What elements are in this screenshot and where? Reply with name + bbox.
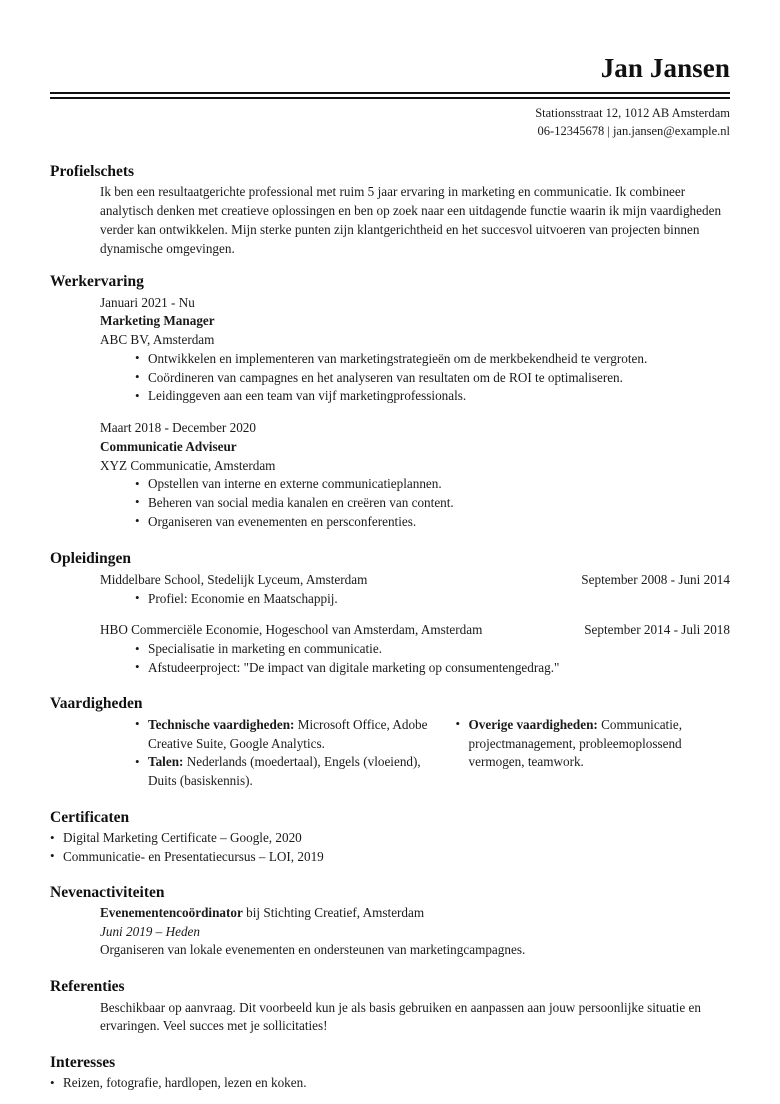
extracurricular-period: Juni 2019 – Heden bbox=[100, 923, 200, 939]
section-certificates bbox=[50, 808, 730, 867]
skills-column-left bbox=[135, 716, 433, 791]
education-period: September 2014 - Juli 2018 bbox=[584, 622, 730, 638]
section-profile bbox=[50, 162, 730, 258]
skill-value: Microsoft Office, Adobe Creative Suite, Google Analytics. bbox=[148, 716, 428, 751]
skill-value: Nederlands (moedertaal), Engels (vloeiend), Duits (basiskennis). bbox=[148, 754, 421, 789]
section-title-experience: Werkervaring bbox=[50, 273, 144, 291]
education-period: September 2008 - Juni 2014 bbox=[581, 571, 730, 587]
candidate-name: Jan Jansen bbox=[600, 53, 730, 83]
experience-entry bbox=[100, 419, 730, 531]
contact-block bbox=[50, 104, 730, 140]
section-interests bbox=[50, 1053, 730, 1093]
skill-value: Communicatie, projectmanagement, probleemoplossend vermogen, teamwork. bbox=[468, 716, 683, 770]
list-item: • Profiel: Economie en Maatschappij. bbox=[135, 590, 730, 609]
section-title-references: Referenties bbox=[50, 978, 125, 996]
contact-address: Stationsstraat 12, 1012 AB Amsterdam bbox=[535, 105, 730, 120]
extracurricular-description: Organiseren van lokale evenementen en ondersteunen van marketingcampagnes. bbox=[100, 942, 526, 958]
experience-role: Marketing Manager bbox=[100, 313, 215, 329]
interests-bullet-list bbox=[50, 1074, 730, 1093]
section-title-certificates: Certificaten bbox=[50, 808, 130, 826]
profile-text: Ik ben een resultaatgerichte professional met ruim 5 jaar ervaring in marketing en communicatie. Ik combineer analytisch denken met creatieve oplossingen en ben op zoek naar een uitdagende functie waarin ik mijn vaardigheden verder kan ontwikkelen. Mijn sterke punten zijn klantgerichtheid en het succesvol uitvoeren van projecten binnen dynamische omgevingen. bbox=[100, 184, 722, 256]
skill-label: Overige vaardigheden: bbox=[468, 716, 598, 732]
section-title-profile: Profielschets bbox=[50, 162, 135, 180]
section-education bbox=[50, 549, 730, 677]
experience-entry bbox=[100, 294, 730, 406]
skills-column-right bbox=[433, 716, 731, 791]
certificates-bullet-list bbox=[50, 829, 730, 866]
experience-role: Communicatie Adviseur bbox=[100, 438, 237, 454]
list-item: • Afstudeerproject: "De impact van digitale marketing op consumentengedrag." bbox=[135, 659, 730, 678]
list-item bbox=[135, 716, 433, 753]
skills-bullet-list bbox=[135, 716, 433, 791]
list-item: • Coördineren van campagnes en het analyseren van resultaten om de ROI te optimaliseren. bbox=[135, 369, 730, 388]
skill-label: Talen: bbox=[148, 754, 184, 770]
education-bullet-list bbox=[135, 640, 730, 677]
section-extracurricular bbox=[50, 883, 730, 961]
list-item: • Organiseren van evenementen en persconferenties. bbox=[135, 513, 730, 532]
section-title-extracurricular: Nevenactiviteiten bbox=[50, 883, 165, 901]
education-entry bbox=[100, 571, 730, 608]
contact-phone-email: 06-12345678 | jan.jansen@example.nl bbox=[537, 123, 730, 138]
experience-bullet-list bbox=[135, 475, 730, 531]
section-title-education: Opleidingen bbox=[50, 550, 131, 568]
section-experience bbox=[50, 272, 730, 531]
list-item: • Ontwikkelen en implementeren van marketingstrategieën om de merkbekendheid te vergroten. bbox=[135, 350, 730, 369]
education-entry bbox=[100, 621, 730, 677]
experience-period: Januari 2021 - Nu bbox=[100, 294, 195, 310]
experience-organisation: ABC BV, Amsterdam bbox=[100, 332, 215, 348]
section-references bbox=[50, 977, 730, 1036]
list-item: • Leidinggeven aan een team van vijf marketingprofessionals. bbox=[135, 387, 730, 406]
skills-bullet-list bbox=[456, 716, 731, 772]
list-item: • Reizen, fotografie, hardlopen, lezen en koken. bbox=[50, 1074, 730, 1093]
experience-period: Maart 2018 - December 2020 bbox=[100, 420, 256, 436]
references-text: Beschikbaar op aanvraag. Dit voorbeeld kun je als basis gebruiken en aanpassen aan jouw persoonlijke situatie en ervaringen. Veel succes met je sollicitaties! bbox=[100, 999, 701, 1034]
document-header bbox=[50, 0, 730, 140]
extracurricular-role: Evenementencoördinator bbox=[100, 905, 243, 921]
education-bullet-list bbox=[135, 590, 730, 609]
list-item bbox=[135, 753, 433, 790]
extracurricular-organisation: bij Stichting Creatief, Amsterdam bbox=[242, 905, 425, 921]
list-item: • Opstellen van interne en externe communicatieplannen. bbox=[135, 475, 730, 494]
list-item: • Specialisatie in marketing en communicatie. bbox=[135, 640, 730, 659]
list-item bbox=[456, 716, 731, 772]
list-item: • Communicatie- en Presentatiecursus – LOI, 2019 bbox=[50, 848, 730, 867]
skill-label: Technische vaardigheden: bbox=[148, 716, 295, 732]
header-double-rule bbox=[50, 92, 730, 99]
education-school: HBO Commerciële Economie, Hogeschool van Amsterdam, Amsterdam bbox=[100, 622, 483, 638]
extracurricular-role-line bbox=[100, 904, 730, 923]
experience-organisation: XYZ Communicatie, Amsterdam bbox=[100, 457, 276, 473]
education-school: Middelbare School, Stedelijk Lyceum, Amsterdam bbox=[100, 571, 368, 587]
list-item: • Digital Marketing Certificate – Google, 2020 bbox=[50, 829, 730, 848]
experience-bullet-list bbox=[135, 350, 730, 406]
section-skills bbox=[50, 694, 730, 790]
section-title-skills: Vaardigheden bbox=[50, 695, 143, 713]
section-title-interests: Interesses bbox=[50, 1054, 116, 1072]
list-item: • Beheren van social media kanalen en creëren van content. bbox=[135, 494, 730, 513]
